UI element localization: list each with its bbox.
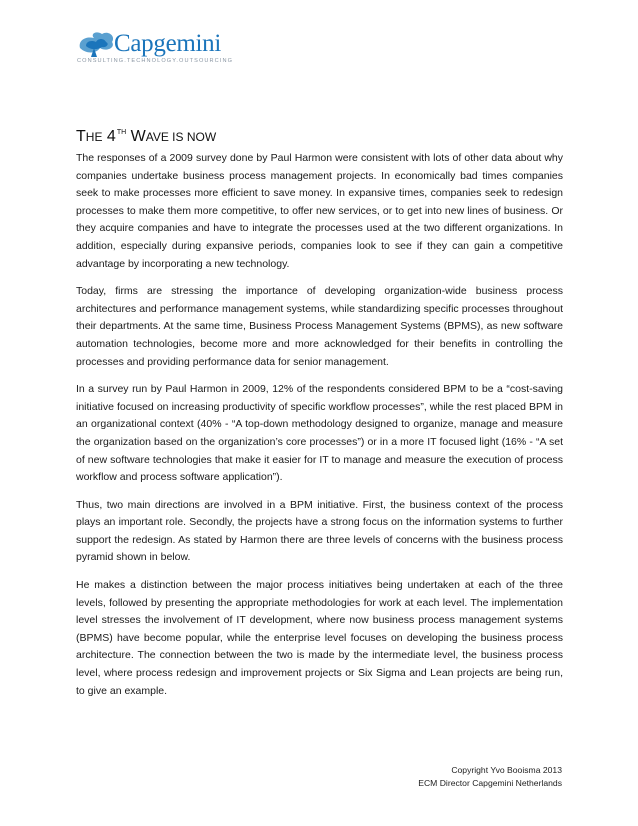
- footer-author-title: ECM Director Capgemini Netherlands: [418, 778, 562, 788]
- page-footer: [418, 764, 562, 790]
- title-superscript: TH: [116, 129, 127, 136]
- paragraph-5: He makes a distinction between the major process initiatives being undertaken at each of the three levels, followed by presenting the appropriate methodologies for work at each level. The implementation level stresses the involvement of IT development, where now business process management systems (BPMS) have become popular, while the enterprise level focuses on developing the business process architecture. The connection between the two is made by the intermediate level, the business process level, where process redesign and improvement projects or Six Sigma and Lean projects are being run, to give an example.: [76, 579, 563, 697]
- article-body: [76, 150, 563, 710]
- brand-name: Capgemini: [114, 30, 222, 57]
- brand-tagline: CONSULTING.TECHNOLOGY.OUTSOURCING: [77, 58, 234, 64]
- capgemini-logo: [76, 28, 234, 68]
- title-part1: T: [76, 128, 86, 145]
- logo-spade-icon: [76, 28, 116, 58]
- footer-copyright: Copyright Yvo Booisma 2013: [451, 765, 562, 775]
- title-part2: W: [130, 128, 146, 145]
- paragraph-2: Today, firms are stressing the importance of developing organization-wide business process architectures and performance management systems, while standardizing specific processes throughout their departments. At the same time, Business Process Management Systems (BPMS), as new software automation technologies, become more and more acknowledged for their benefits in controlling the processes and providing performance data for senior management.: [76, 285, 563, 368]
- title-number: 4: [106, 128, 116, 145]
- paragraph-1: The responses of a 2009 survey done by Paul Harmon were consistent with lots of other data about why companies undertake business process management projects. In economically bad times companies seek to make processes more efficient to save money. In expansive times, companies seek to redesign processes to make them more competitive, to offer new services, or to get into new lines of business. Or they acquire companies and have to integrate the processes used at the two different organizations. In addition, especially during expansive periods, companies look to see if they can gain a competitive advantage by incorporating a new technology.: [76, 152, 563, 270]
- title-part1-smallcaps: HE: [85, 130, 103, 144]
- paragraph-3: In a survey run by Paul Harmon in 2009, 12% of the respondents considered BPM to be a “cost-saving initiative focused on increasing productivity of specific workflow processes”, while the rest placed BPM in an organizational context (40% - “A top-down methodology designed to organize, manage and measure the organization based on the organization’s core processes”) or in a more IT focused light (16% - “A set of new software technologies that make it easier for IT to manage and measure the execution of process workflow and process software application”).: [76, 383, 563, 484]
- title-part2-smallcaps: AVE IS NOW: [145, 130, 217, 144]
- page-title: [76, 123, 216, 147]
- paragraph-4: Thus, two main directions are involved in a BPM initiative. First, the business context of the process plays an important role. Secondly, the projects have a strong focus on the information systems to further support the redesign. As stated by Harmon there are three levels of concerns with the business process pyramid shown in below.: [76, 498, 563, 564]
